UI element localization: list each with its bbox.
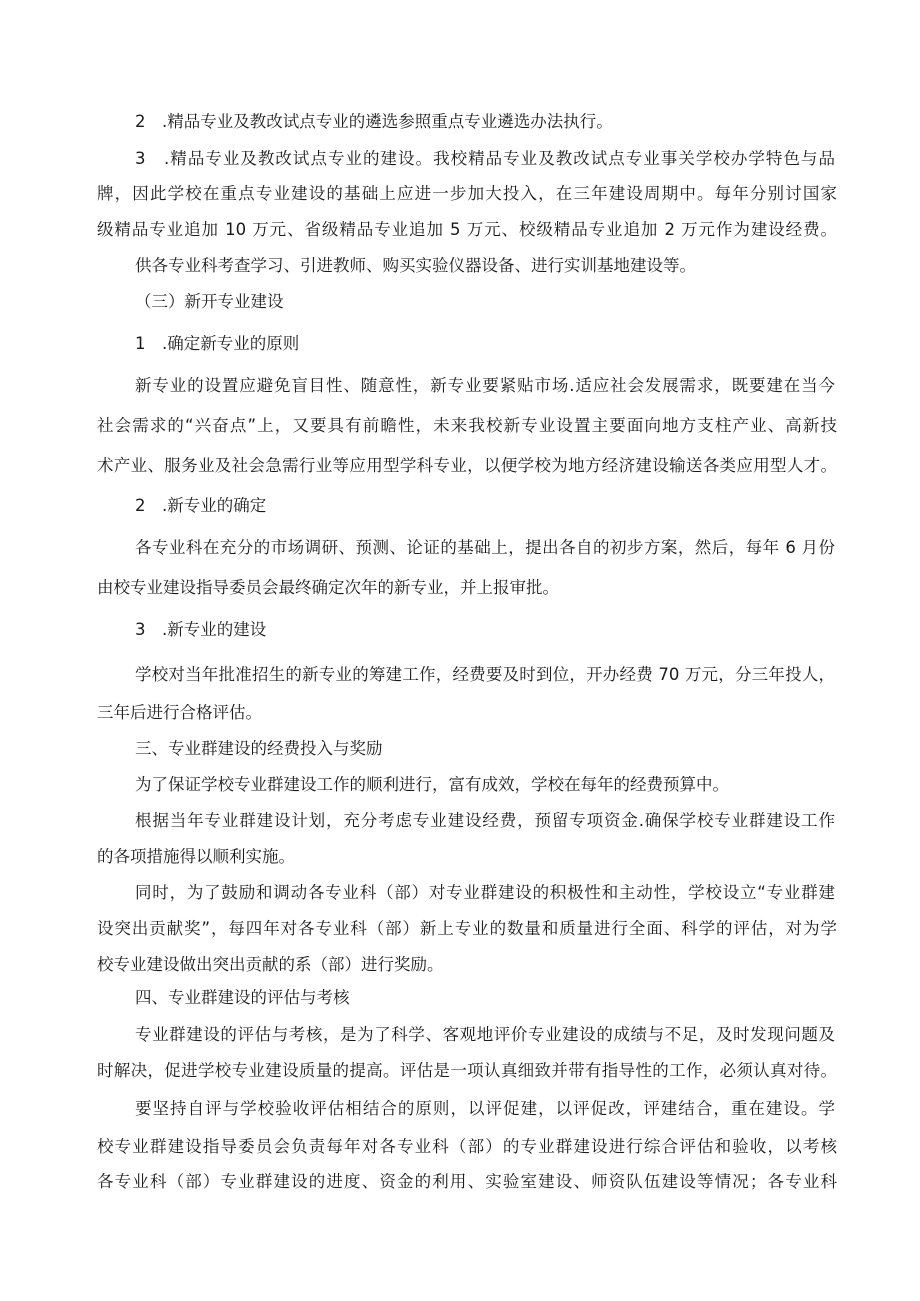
text-line: 的各项措施得以顺利实施。: [97, 847, 295, 866]
text-line: 各专业科在充分的市场调研、预测、论证的基础上，提出各自的初步方案，然后，每年 6 月份: [135, 538, 835, 557]
section-heading: （三）新开专业建设: [135, 292, 284, 311]
text-line: 3 .精品专业及教改试点专业的建设。我校精品专业及教改试点专业事关学校办学特色与品: [135, 149, 835, 168]
section-heading: 四、专业群建设的评估与考核: [135, 988, 350, 1007]
text-line: 要坚持自评与学校验收评估相结合的原则，以评促建，以评促改，评建结合，重在建设。学: [135, 1099, 835, 1118]
text-line: 校专业群建设指导委员会负责每年对各专业科（部）的专业群建设进行综合评估和验收，以考核: [97, 1137, 837, 1156]
text-line: 学校对当年批准招生的新专业的筹建工作，经费要及时到位，开办经费 70 万元，分三年投人，: [135, 665, 835, 684]
text-line: 2 .精品专业及教改试点专业的遴选参照重点专业遴选办法执行。: [135, 112, 613, 131]
text-line: 根据当年专业群建设计划，充分考虑专业建设经费，预留专项资金.确保学校专业群建设工作: [135, 811, 835, 830]
text-line: 为了保证学校专业群建设工作的顺利进行，富有成效，学校在每年的经费预算中。: [135, 775, 729, 794]
text-line: 术产业、服务业及社会急需行业等应用型学科专业，以便学校为地方经济建设输送各类应用型人才。: [97, 456, 837, 475]
text-line: 牌，因此学校在重点专业建设的基础上应进一步加大投入，在三年建设周期中。每年分别讨国家: [97, 184, 837, 203]
subheading: 1 .确定新专业的原则: [135, 334, 300, 353]
text-line: 三年后进行合格评估。: [97, 703, 262, 722]
text-line: 专业群建设的评估与考核，是为了科学、客观地评价专业建设的成绩与不足，及时发现问题及: [135, 1025, 835, 1044]
text-line: 设突出贡献奖”，每四年对各专业科（部）新上专业的数量和质量进行全面、科学的评估，对为学: [97, 919, 837, 938]
subheading: 2 .新专业的确定: [135, 496, 267, 515]
text-line: 级精品专业追加 10 万元、省级精品专业追加 5 万元、校级精品专业追加 2 万元作为建设经费。: [97, 220, 837, 239]
text-line: 时解决，促进学校专业建设质量的提高。评估是一项认真细致并带有指导性的工作，必须认真对待。: [97, 1061, 837, 1080]
text-line: 社会需求的“兴奋点”上，又要具有前瞻性，未来我校新专业设置主要面向地方支柱产业、高新技: [97, 416, 837, 435]
section-heading: 三、专业群建设的经费投入与奖励: [135, 739, 383, 758]
text-line: 同时，为了鼓励和调动各专业科（部）对专业群建设的积极性和主动性，学校设立“专业群建: [135, 883, 835, 902]
subheading: 3 .新专业的建设: [135, 620, 267, 639]
text-line: 供各专业科考查学习、引进教师、购买实验仪器设备、进行实训基地建设等。: [135, 256, 696, 275]
text-line: 各专业科（部）专业群建设的进度、资金的利用、实验室建设、师资队伍建设等情况；各专业科: [97, 1172, 837, 1191]
text-line: 校专业建设做出突出贡献的系（部）进行奖励。: [97, 955, 444, 974]
text-line: 由校专业建设指导委员会最终确定次年的新专业，并上报审批。: [97, 578, 559, 597]
text-line: 新专业的设置应避免盲目性、随意性，新专业要紧贴市场.适应社会发展需求，既要建在当今: [135, 376, 835, 395]
